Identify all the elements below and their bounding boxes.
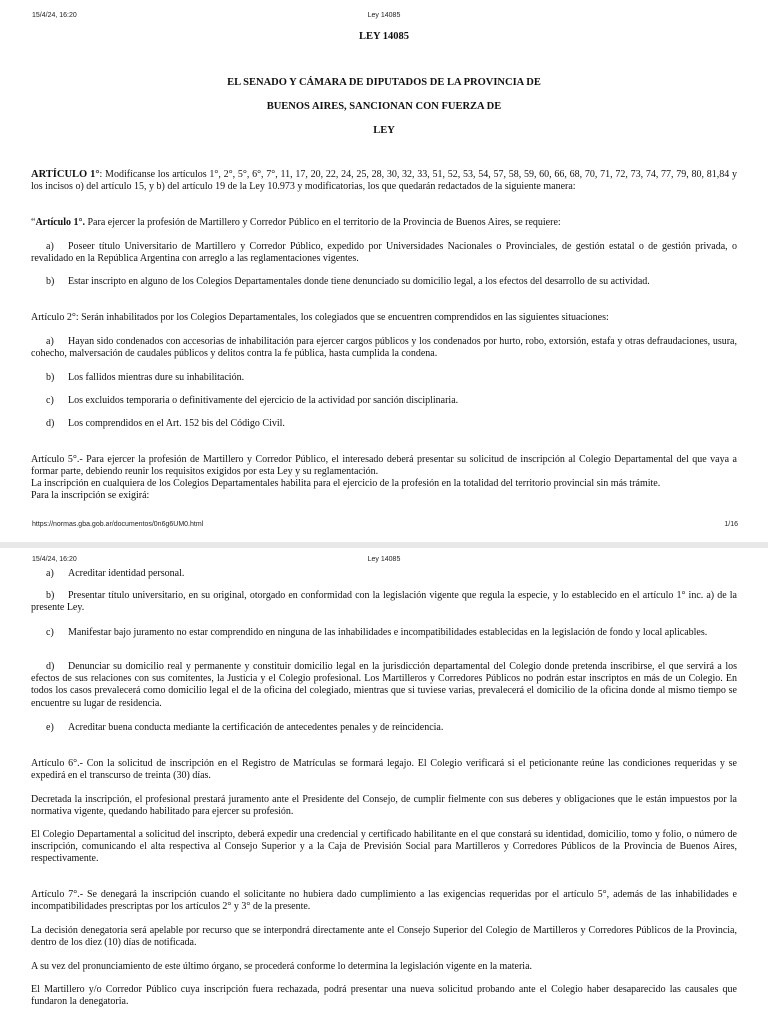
source-url: https://normas.gba.gob.ar/documentos/0n6g6UM0.html — [32, 521, 204, 528]
art6-paragraph-2: Decretada la inscripción, el profesional prestará juramento ante el Presidente del Consejo, de cumplir fielmente con sus deberes y obligaciones que le están impuestos por la normativa vigente, quedando habilitado para ejercer su profesión. — [31, 794, 737, 818]
art6-paragraph-1: Artículo 6°.- Con la solicitud de inscripción en el Registro de Matrículas se formará legajo. El Colegio verificará si el peticionante reúne las condiciones requeridas y se expedirá en el transcurso de treinta (30) días. — [31, 758, 737, 782]
item-marker: b) — [46, 276, 55, 287]
item-text: Manifestar bajo juramento no estar comprendido en ninguna de las inhabilidades e incompatibilidades establecidas en la legislación de fondo y local aplicables. — [68, 627, 708, 638]
item-text: Los excluidos temporaria o definitivamente del ejercicio de la actividad por sanción disciplinaria. — [68, 395, 459, 406]
list-item — [31, 661, 737, 710]
item-text: Presentar título universitario, en su original, otorgado en conformidad con la legislación vigente que regula la especie, y lo establecido en el artículo 1° inc. a) de la presente Ley. — [31, 590, 737, 614]
item-text: Hayan sido condenados con accesorias de inhabilitación para ejercer cargos públicos y los condenados por hurto, robo, extorsión, estafa y otras defraudaciones, usura, cohecho, malversación de caudales públicos y delitos contra la fe pública, hasta cumplida la condena. — [31, 336, 737, 360]
print-title: Ley 14085 — [367, 556, 401, 563]
list-item — [31, 627, 737, 639]
art5-paragraph-3: Para la inscripción se exigirá: — [31, 490, 150, 501]
art7-paragraph-3: A su vez del pronunciamiento de este último órgano, se procederá conforme lo determina la legislación vigente en la materia. — [31, 961, 533, 972]
item-text: Estar inscripto en alguno de los Colegios Departamentales donde tiene denunciado su domicilio legal, a los efectos del desarrollo de su actividad. — [68, 276, 650, 287]
list-item — [31, 276, 737, 288]
list-item — [31, 336, 737, 360]
print-title: Ley 14085 — [367, 12, 401, 19]
print-date: 15/4/24, 16:20 — [32, 556, 77, 563]
document-page-2 — [0, 548, 768, 1024]
item-marker: d) — [46, 418, 55, 429]
art1-text: Para ejercer la profesión de Martillero y Corredor Público en el territorio de la Provincia de Buenos Aires, se requiere: — [85, 217, 561, 228]
article-1-heading: ARTÍCULO 1° — [31, 169, 100, 180]
item-marker: a) — [46, 568, 54, 579]
art7-paragraph-4: El Martillero y/o Corredor Público cuya inscripción fuera rechazada, podrá presentar una nueva solicitud probando ante el Colegio haber desaparecido las causales que fundaron la denegatoria. — [31, 984, 737, 1008]
item-text: Acreditar identidad personal. — [68, 568, 185, 579]
art5-paragraph: Artículo 5°.- Para ejercer la profesión de Martillero y Corredor Público, el interesado deberá presentar su solicitud de inscripción al Colegio Departamental del que vaya a formar parte, debiendo reunir los requisitos exigidos por esta Ley y su reglamentación. — [31, 454, 737, 478]
item-marker: a) — [46, 336, 54, 347]
list-item — [31, 418, 737, 430]
open-quote: “ — [31, 217, 36, 228]
list-item — [31, 372, 737, 384]
article-1-text: : Modifícanse los artículos 1°, 2°, 5°, 6°, 7°, 11, 17, 20, 22, 24, 25, 28, 30, 32, 33, 51, 52, 53, 54, 57, 58, 59, 60, 66, 68, 70, 71, 72, 73, 74, 77, 79, 80, 81,84 y los incisos o) del artículo 15, y b) del artículo 19 de la Ley 10.973 y modificatorias, los que quedarán redactados de la siguiente manera: — [31, 169, 738, 193]
item-text: Los fallidos mientras dure su inhabilitación. — [68, 372, 245, 383]
item-text: Poseer título Universitario de Martillero y Corredor Público, expedido por Universidades Nacionales o Provinciales, de gestión estatal o de gestión privada, o revalidado en la República Argentina con arreglo a las reglamentaciones vigentes. — [31, 241, 737, 265]
art2-paragraph: Artículo 2°: Serán inhabilitados por los Colegios Departamentales, los colegiados que se encuentren comprendidos en las siguientes situaciones: — [31, 312, 609, 323]
item-text: Denunciar su domicilio real y permanente y constituir domicilio legal en la jurisdicción departamental del Colegio donde pretenda inscribirse, el que servirá a los efectos de sus relaciones con sus comitentes, la Justicia y el Colegio profesional. Los Martilleros y Corredores Públicos no podrán estar inscriptos en más de un Colegio. En todos los casos prevalecerá como domicilio legal el de la oficina del colegiado, mientras que si tuviese varias, prevalecerá el domicilio de la oficina donde al mismo tiempo se encuentre su lugar de residencia. — [31, 661, 737, 709]
law-title: LEY 14085 — [358, 31, 410, 42]
art6-paragraph-3: El Colegio Departamental a solicitud del inscripto, deberá expedir una credencial y certificado habilitante en el que constará su identidad, domicilio, tomo y folio, o número de inscripción, comunicando el alta respectiva al Consejo Superior y a la Caja de Previsión Social para Martilleros y Corredores Públicos de la Provincia de Buenos Aires, respectivamente. — [31, 829, 737, 865]
intro-line-1: EL SENADO Y CÁMARA DE DIPUTADOS DE LA PROVINCIA DE — [227, 77, 541, 88]
list-item — [31, 590, 737, 614]
item-marker: b) — [46, 590, 55, 601]
art7-paragraph-1: Artículo 7°.- Se denegará la inscripción cuando el solicitante no hubiera dado cumplimiento a las exigencias requeridas por el artículo 5°, además de las inhabilidades e incompatibilidades prescriptas por los artículos 2° y 3° de la presente. — [31, 889, 737, 913]
art7-paragraph-2: La decisión denegatoria será apelable por recurso que se interpondrá directamente ante el Consejo Superior del Colegio de Martilleros y Corredores Públicos de la Provincia, dentro de los diez (10) días de notificada. — [31, 925, 737, 949]
list-item — [31, 568, 737, 580]
item-marker: d) — [46, 661, 55, 672]
list-item — [31, 395, 737, 407]
intro-line-3: LEY — [373, 125, 395, 136]
art1-paragraph — [31, 217, 737, 229]
art5-paragraph-2: La inscripción en cualquiera de los Colegios Departamentales habilita para el ejercicio de la profesión en la totalidad del territorio provincial sin más trámite. — [31, 478, 661, 489]
item-marker: e) — [46, 722, 54, 733]
item-marker: a) — [46, 241, 54, 252]
item-text: Acreditar buena conducta mediante la certificación de antecedentes penales y de reincidencia. — [68, 722, 444, 733]
intro-line-2: BUENOS AIRES, SANCIONAN CON FUERZA DE — [266, 101, 502, 112]
list-item — [31, 722, 737, 734]
page-number: 1/16 — [724, 521, 738, 528]
art1-heading: Artículo 1°. — [35, 217, 85, 228]
item-marker: b) — [46, 372, 55, 383]
list-item — [31, 241, 737, 265]
item-text: Los comprendidos en el Art. 152 bis del Código Civil. — [68, 418, 285, 429]
item-marker: c) — [46, 395, 54, 406]
item-marker: c) — [46, 627, 54, 638]
print-date: 15/4/24, 16:20 — [32, 12, 77, 19]
article-1-paragraph — [31, 169, 737, 193]
